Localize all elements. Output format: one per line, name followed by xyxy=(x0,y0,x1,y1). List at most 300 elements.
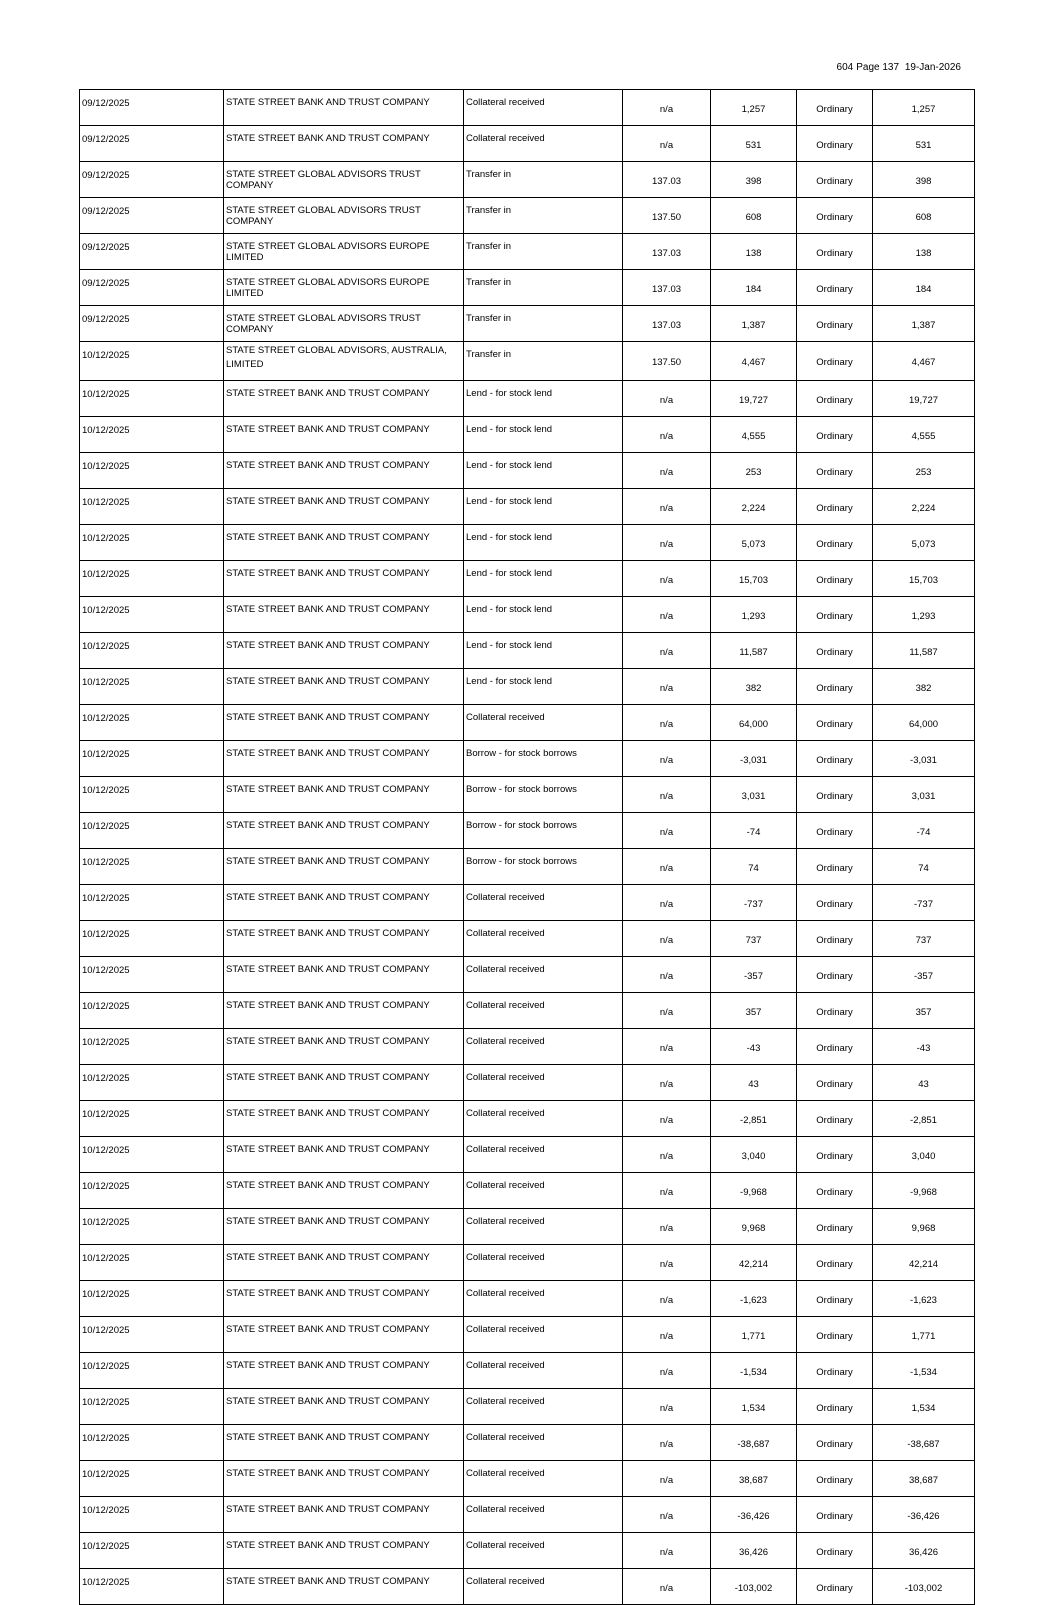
votes-cell: 2,224 xyxy=(873,489,975,525)
nature-cell: Borrow - for stock borrows xyxy=(464,777,623,813)
table-row xyxy=(80,561,975,597)
date-cell: 10/12/2025 xyxy=(80,957,224,993)
table-row xyxy=(80,705,975,741)
nature-cell: Collateral received xyxy=(464,1029,623,1065)
consideration-cell: n/a xyxy=(623,993,711,1029)
table-row xyxy=(80,597,975,633)
votes-cell: 737 xyxy=(873,921,975,957)
consideration-cell: n/a xyxy=(623,1533,711,1569)
table-row xyxy=(80,126,975,162)
class-cell: Ordinary xyxy=(797,1245,873,1281)
page-number: Page 137 xyxy=(856,62,900,73)
nature-cell: Collateral received xyxy=(464,1497,623,1533)
table-row xyxy=(80,1137,975,1173)
quantity-cell: -737 xyxy=(711,885,797,921)
entity-cell: STATE STREET BANK AND TRUST COMPANY xyxy=(224,1281,464,1317)
date-cell: 09/12/2025 xyxy=(80,306,224,342)
votes-cell: 74 xyxy=(873,849,975,885)
votes-cell: 1,293 xyxy=(873,597,975,633)
class-cell: Ordinary xyxy=(797,633,873,669)
nature-cell: Collateral received xyxy=(464,126,623,162)
consideration-cell: n/a xyxy=(623,1281,711,1317)
quantity-cell: 74 xyxy=(711,849,797,885)
table-row xyxy=(80,489,975,525)
class-cell: Ordinary xyxy=(797,849,873,885)
date-cell: 09/12/2025 xyxy=(80,90,224,126)
votes-cell: 9,968 xyxy=(873,1209,975,1245)
votes-cell: 398 xyxy=(873,162,975,198)
entity-cell: STATE STREET BANK AND TRUST COMPANY xyxy=(224,1389,464,1425)
nature-cell: Collateral received xyxy=(464,993,623,1029)
quantity-cell: 9,968 xyxy=(711,1209,797,1245)
consideration-cell: n/a xyxy=(623,453,711,489)
votes-cell: 531 xyxy=(873,126,975,162)
date-cell: 09/12/2025 xyxy=(80,198,224,234)
entity-cell: STATE STREET BANK AND TRUST COMPANY xyxy=(224,633,464,669)
class-cell: Ordinary xyxy=(797,1317,873,1353)
entity-cell: STATE STREET BANK AND TRUST COMPANY xyxy=(224,1029,464,1065)
table-row xyxy=(80,270,975,306)
nature-cell: Transfer in xyxy=(464,198,623,234)
quantity-cell: 15,703 xyxy=(711,561,797,597)
entity-cell: STATE STREET BANK AND TRUST COMPANY xyxy=(224,525,464,561)
date-cell: 10/12/2025 xyxy=(80,1425,224,1461)
consideration-cell: 137.03 xyxy=(623,270,711,306)
consideration-cell: n/a xyxy=(623,525,711,561)
votes-cell: 1,771 xyxy=(873,1317,975,1353)
consideration-cell: n/a xyxy=(623,669,711,705)
table-row xyxy=(80,525,975,561)
quantity-cell: 138 xyxy=(711,234,797,270)
nature-cell: Collateral received xyxy=(464,705,623,741)
quantity-cell: 5,073 xyxy=(711,525,797,561)
form-ref: 604 xyxy=(836,62,854,73)
class-cell: Ordinary xyxy=(797,90,873,126)
consideration-cell: n/a xyxy=(623,381,711,417)
votes-cell: 4,467 xyxy=(873,342,975,381)
entity-cell: STATE STREET BANK AND TRUST COMPANY xyxy=(224,849,464,885)
date-cell: 10/12/2025 xyxy=(80,1317,224,1353)
consideration-cell: 137.50 xyxy=(623,342,711,381)
class-cell: Ordinary xyxy=(797,957,873,993)
nature-cell: Collateral received xyxy=(464,921,623,957)
nature-cell: Lend - for stock lend xyxy=(464,633,623,669)
consideration-cell: n/a xyxy=(623,1389,711,1425)
table-row xyxy=(80,1245,975,1281)
date-cell: 10/12/2025 xyxy=(80,885,224,921)
votes-cell: 3,031 xyxy=(873,777,975,813)
votes-cell: -1,534 xyxy=(873,1353,975,1389)
entity-cell: STATE STREET BANK AND TRUST COMPANY xyxy=(224,705,464,741)
class-cell: Ordinary xyxy=(797,381,873,417)
consideration-cell: n/a xyxy=(623,1569,711,1605)
entity-cell: STATE STREET GLOBAL ADVISORS EUROPE LIMITED xyxy=(224,234,464,270)
table-row xyxy=(80,633,975,669)
nature-cell: Lend - for stock lend xyxy=(464,561,623,597)
entity-cell: STATE STREET BANK AND TRUST COMPANY xyxy=(224,993,464,1029)
consideration-cell: n/a xyxy=(623,849,711,885)
consideration-cell: n/a xyxy=(623,957,711,993)
table-row xyxy=(80,1461,975,1497)
table-row xyxy=(80,417,975,453)
votes-cell: -3,031 xyxy=(873,741,975,777)
consideration-cell: n/a xyxy=(623,1317,711,1353)
date-cell: 10/12/2025 xyxy=(80,489,224,525)
class-cell: Ordinary xyxy=(797,1389,873,1425)
table-row xyxy=(80,921,975,957)
table-body xyxy=(80,90,975,1605)
entity-cell: STATE STREET BANK AND TRUST COMPANY xyxy=(224,1173,464,1209)
quantity-cell: 184 xyxy=(711,270,797,306)
quantity-cell: -103,002 xyxy=(711,1569,797,1605)
votes-cell: -74 xyxy=(873,813,975,849)
consideration-cell: n/a xyxy=(623,1173,711,1209)
votes-cell: 5,073 xyxy=(873,525,975,561)
votes-cell: -38,687 xyxy=(873,1425,975,1461)
entity-cell: STATE STREET BANK AND TRUST COMPANY xyxy=(224,885,464,921)
consideration-cell: n/a xyxy=(623,1353,711,1389)
class-cell: Ordinary xyxy=(797,705,873,741)
date-cell: 10/12/2025 xyxy=(80,453,224,489)
class-cell: Ordinary xyxy=(797,234,873,270)
votes-cell: -9,968 xyxy=(873,1173,975,1209)
class-cell: Ordinary xyxy=(797,597,873,633)
date-cell: 10/12/2025 xyxy=(80,633,224,669)
votes-cell: -737 xyxy=(873,885,975,921)
nature-cell: Collateral received xyxy=(464,957,623,993)
date-cell: 10/12/2025 xyxy=(80,1461,224,1497)
nature-cell: Collateral received xyxy=(464,1281,623,1317)
date-cell: 10/12/2025 xyxy=(80,381,224,417)
consideration-cell: n/a xyxy=(623,1425,711,1461)
entity-cell: STATE STREET BANK AND TRUST COMPANY xyxy=(224,1317,464,1353)
table-row xyxy=(80,234,975,270)
class-cell: Ordinary xyxy=(797,453,873,489)
quantity-cell: -38,687 xyxy=(711,1425,797,1461)
class-cell: Ordinary xyxy=(797,306,873,342)
date-cell: 10/12/2025 xyxy=(80,921,224,957)
date-cell: 10/12/2025 xyxy=(80,1137,224,1173)
table-row xyxy=(80,957,975,993)
quantity-cell: 3,031 xyxy=(711,777,797,813)
votes-cell: 11,587 xyxy=(873,633,975,669)
table-row xyxy=(80,1173,975,1209)
quantity-cell: 2,224 xyxy=(711,489,797,525)
date-cell: 10/12/2025 xyxy=(80,993,224,1029)
consideration-cell: n/a xyxy=(623,921,711,957)
quantity-cell: 398 xyxy=(711,162,797,198)
quantity-cell: 1,387 xyxy=(711,306,797,342)
date-cell: 10/12/2025 xyxy=(80,1281,224,1317)
nature-cell: Collateral received xyxy=(464,1065,623,1101)
consideration-cell: n/a xyxy=(623,633,711,669)
date-cell: 10/12/2025 xyxy=(80,1101,224,1137)
class-cell: Ordinary xyxy=(797,525,873,561)
table-row xyxy=(80,1281,975,1317)
table-row xyxy=(80,1353,975,1389)
date-cell: 10/12/2025 xyxy=(80,849,224,885)
nature-cell: Collateral received xyxy=(464,1245,623,1281)
nature-cell: Lend - for stock lend xyxy=(464,597,623,633)
entity-cell: STATE STREET BANK AND TRUST COMPANY xyxy=(224,1209,464,1245)
quantity-cell: 36,426 xyxy=(711,1533,797,1569)
date-cell: 10/12/2025 xyxy=(80,741,224,777)
class-cell: Ordinary xyxy=(797,561,873,597)
class-cell: Ordinary xyxy=(797,669,873,705)
table-row xyxy=(80,849,975,885)
quantity-cell: -1,534 xyxy=(711,1353,797,1389)
class-cell: Ordinary xyxy=(797,993,873,1029)
consideration-cell: n/a xyxy=(623,813,711,849)
consideration-cell: n/a xyxy=(623,1497,711,1533)
nature-cell: Lend - for stock lend xyxy=(464,669,623,705)
consideration-cell: n/a xyxy=(623,1461,711,1497)
quantity-cell: 1,771 xyxy=(711,1317,797,1353)
votes-cell: 382 xyxy=(873,669,975,705)
class-cell: Ordinary xyxy=(797,921,873,957)
consideration-cell: 137.03 xyxy=(623,306,711,342)
consideration-cell: n/a xyxy=(623,90,711,126)
nature-cell: Collateral received xyxy=(464,90,623,126)
votes-cell: -357 xyxy=(873,957,975,993)
class-cell: Ordinary xyxy=(797,1173,873,1209)
table-row xyxy=(80,198,975,234)
quantity-cell: 253 xyxy=(711,453,797,489)
date-cell: 10/12/2025 xyxy=(80,525,224,561)
nature-cell: Lend - for stock lend xyxy=(464,525,623,561)
date-cell: 10/12/2025 xyxy=(80,1569,224,1605)
class-cell: Ordinary xyxy=(797,1425,873,1461)
table-row xyxy=(80,1425,975,1461)
date-cell: 10/12/2025 xyxy=(80,597,224,633)
consideration-cell: n/a xyxy=(623,597,711,633)
class-cell: Ordinary xyxy=(797,1209,873,1245)
nature-cell: Transfer in xyxy=(464,234,623,270)
entity-cell: STATE STREET BANK AND TRUST COMPANY xyxy=(224,1101,464,1137)
votes-cell: 19,727 xyxy=(873,381,975,417)
quantity-cell: 1,257 xyxy=(711,90,797,126)
quantity-cell: 3,040 xyxy=(711,1137,797,1173)
entity-cell: STATE STREET BANK AND TRUST COMPANY xyxy=(224,1245,464,1281)
votes-cell: 36,426 xyxy=(873,1533,975,1569)
table-row xyxy=(80,993,975,1029)
class-cell: Ordinary xyxy=(797,1029,873,1065)
votes-cell: 4,555 xyxy=(873,417,975,453)
quantity-cell: 531 xyxy=(711,126,797,162)
entity-cell: STATE STREET BANK AND TRUST COMPANY xyxy=(224,126,464,162)
nature-cell: Collateral received xyxy=(464,1209,623,1245)
class-cell: Ordinary xyxy=(797,342,873,381)
consideration-cell: n/a xyxy=(623,741,711,777)
quantity-cell: 42,214 xyxy=(711,1245,797,1281)
quantity-cell: -357 xyxy=(711,957,797,993)
quantity-cell: -43 xyxy=(711,1029,797,1065)
class-cell: Ordinary xyxy=(797,1137,873,1173)
entity-cell: STATE STREET GLOBAL ADVISORS EUROPE LIMITED xyxy=(224,270,464,306)
consideration-cell: n/a xyxy=(623,1209,711,1245)
consideration-cell: n/a xyxy=(623,1137,711,1173)
entity-cell: STATE STREET GLOBAL ADVISORS, AUSTRALIA, LIMITED xyxy=(224,342,464,381)
votes-cell: 253 xyxy=(873,453,975,489)
nature-cell: Collateral received xyxy=(464,885,623,921)
class-cell: Ordinary xyxy=(797,489,873,525)
nature-cell: Transfer in xyxy=(464,270,623,306)
quantity-cell: -9,968 xyxy=(711,1173,797,1209)
consideration-cell: n/a xyxy=(623,561,711,597)
table-row xyxy=(80,1029,975,1065)
nature-cell: Collateral received xyxy=(464,1173,623,1209)
date-cell: 09/12/2025 xyxy=(80,234,224,270)
date-cell: 10/12/2025 xyxy=(80,1029,224,1065)
nature-cell: Transfer in xyxy=(464,306,623,342)
table-row xyxy=(80,669,975,705)
class-cell: Ordinary xyxy=(797,885,873,921)
nature-cell: Transfer in xyxy=(464,162,623,198)
entity-cell: STATE STREET BANK AND TRUST COMPANY xyxy=(224,561,464,597)
table-row xyxy=(80,306,975,342)
consideration-cell: n/a xyxy=(623,1101,711,1137)
class-cell: Ordinary xyxy=(797,777,873,813)
date-cell: 10/12/2025 xyxy=(80,1533,224,1569)
consideration-cell: n/a xyxy=(623,885,711,921)
quantity-cell: 4,467 xyxy=(711,342,797,381)
date-cell: 10/12/2025 xyxy=(80,1209,224,1245)
nature-cell: Borrow - for stock borrows xyxy=(464,813,623,849)
date-cell: 10/12/2025 xyxy=(80,669,224,705)
table-row xyxy=(80,813,975,849)
entity-cell: STATE STREET BANK AND TRUST COMPANY xyxy=(224,381,464,417)
class-cell: Ordinary xyxy=(797,741,873,777)
date-cell: 10/12/2025 xyxy=(80,705,224,741)
nature-cell: Collateral received xyxy=(464,1317,623,1353)
quantity-cell: -1,623 xyxy=(711,1281,797,1317)
class-cell: Ordinary xyxy=(797,162,873,198)
entity-cell: STATE STREET GLOBAL ADVISORS TRUST COMPANY xyxy=(224,306,464,342)
consideration-cell: 137.03 xyxy=(623,234,711,270)
table-row xyxy=(80,1569,975,1605)
votes-cell: 608 xyxy=(873,198,975,234)
quantity-cell: 737 xyxy=(711,921,797,957)
entity-cell: STATE STREET BANK AND TRUST COMPANY xyxy=(224,957,464,993)
nature-cell: Lend - for stock lend xyxy=(464,453,623,489)
quantity-cell: 19,727 xyxy=(711,381,797,417)
class-cell: Ordinary xyxy=(797,1461,873,1497)
nature-cell: Collateral received xyxy=(464,1101,623,1137)
votes-cell: 64,000 xyxy=(873,705,975,741)
class-cell: Ordinary xyxy=(797,813,873,849)
quantity-cell: -2,851 xyxy=(711,1101,797,1137)
entity-cell: STATE STREET BANK AND TRUST COMPANY xyxy=(224,813,464,849)
quantity-cell: 4,555 xyxy=(711,417,797,453)
class-cell: Ordinary xyxy=(797,198,873,234)
consideration-cell: n/a xyxy=(623,417,711,453)
class-cell: Ordinary xyxy=(797,1569,873,1605)
votes-cell: 38,687 xyxy=(873,1461,975,1497)
votes-cell: -2,851 xyxy=(873,1101,975,1137)
entity-cell: STATE STREET GLOBAL ADVISORS TRUST COMPANY xyxy=(224,198,464,234)
quantity-cell: -74 xyxy=(711,813,797,849)
entity-cell: STATE STREET BANK AND TRUST COMPANY xyxy=(224,1065,464,1101)
nature-cell: Lend - for stock lend xyxy=(464,489,623,525)
entity-cell: STATE STREET BANK AND TRUST COMPANY xyxy=(224,1569,464,1605)
header-date: 19-Jan-2026 xyxy=(904,62,961,73)
entity-cell: STATE STREET BANK AND TRUST COMPANY xyxy=(224,669,464,705)
nature-cell: Collateral received xyxy=(464,1461,623,1497)
votes-cell: 1,257 xyxy=(873,90,975,126)
table-row xyxy=(80,453,975,489)
nature-cell: Transfer in xyxy=(464,342,623,381)
votes-cell: -43 xyxy=(873,1029,975,1065)
quantity-cell: 1,293 xyxy=(711,597,797,633)
entity-cell: STATE STREET BANK AND TRUST COMPANY xyxy=(224,1461,464,1497)
date-cell: 10/12/2025 xyxy=(80,417,224,453)
date-cell: 09/12/2025 xyxy=(80,270,224,306)
table-row xyxy=(80,1317,975,1353)
class-cell: Ordinary xyxy=(797,1353,873,1389)
entity-cell: STATE STREET BANK AND TRUST COMPANY xyxy=(224,1497,464,1533)
table-row xyxy=(80,90,975,126)
consideration-cell: 137.50 xyxy=(623,198,711,234)
quantity-cell: 11,587 xyxy=(711,633,797,669)
nature-cell: Lend - for stock lend xyxy=(464,417,623,453)
page-header xyxy=(834,62,961,73)
table-row xyxy=(80,342,975,381)
class-cell: Ordinary xyxy=(797,1533,873,1569)
table-row xyxy=(80,381,975,417)
votes-cell: 184 xyxy=(873,270,975,306)
class-cell: Ordinary xyxy=(797,1281,873,1317)
nature-cell: Collateral received xyxy=(464,1353,623,1389)
votes-cell: 3,040 xyxy=(873,1137,975,1173)
quantity-cell: 64,000 xyxy=(711,705,797,741)
nature-cell: Borrow - for stock borrows xyxy=(464,741,623,777)
votes-cell: 43 xyxy=(873,1065,975,1101)
nature-cell: Collateral received xyxy=(464,1569,623,1605)
table-row xyxy=(80,1065,975,1101)
consideration-cell: n/a xyxy=(623,705,711,741)
votes-cell: 1,387 xyxy=(873,306,975,342)
table-row xyxy=(80,741,975,777)
entity-cell: STATE STREET BANK AND TRUST COMPANY xyxy=(224,597,464,633)
nature-cell: Collateral received xyxy=(464,1425,623,1461)
date-cell: 10/12/2025 xyxy=(80,1353,224,1389)
quantity-cell: 608 xyxy=(711,198,797,234)
nature-cell: Borrow - for stock borrows xyxy=(464,849,623,885)
entity-cell: STATE STREET BANK AND TRUST COMPANY xyxy=(224,777,464,813)
votes-cell: 15,703 xyxy=(873,561,975,597)
votes-cell: -36,426 xyxy=(873,1497,975,1533)
consideration-cell: n/a xyxy=(623,489,711,525)
date-cell: 10/12/2025 xyxy=(80,342,224,381)
date-cell: 10/12/2025 xyxy=(80,813,224,849)
votes-cell: 357 xyxy=(873,993,975,1029)
entity-cell: STATE STREET BANK AND TRUST COMPANY xyxy=(224,1425,464,1461)
quantity-cell: -3,031 xyxy=(711,741,797,777)
votes-cell: -1,623 xyxy=(873,1281,975,1317)
date-cell: 09/12/2025 xyxy=(80,162,224,198)
date-cell: 10/12/2025 xyxy=(80,1245,224,1281)
date-cell: 10/12/2025 xyxy=(80,561,224,597)
holdings-table xyxy=(79,89,975,1605)
entity-cell: STATE STREET GLOBAL ADVISORS TRUST COMPANY xyxy=(224,162,464,198)
date-cell: 10/12/2025 xyxy=(80,1065,224,1101)
consideration-cell: 137.03 xyxy=(623,162,711,198)
quantity-cell: 38,687 xyxy=(711,1461,797,1497)
quantity-cell: -36,426 xyxy=(711,1497,797,1533)
date-cell: 10/12/2025 xyxy=(80,1497,224,1533)
entity-cell: STATE STREET BANK AND TRUST COMPANY xyxy=(224,1137,464,1173)
table-row xyxy=(80,1101,975,1137)
